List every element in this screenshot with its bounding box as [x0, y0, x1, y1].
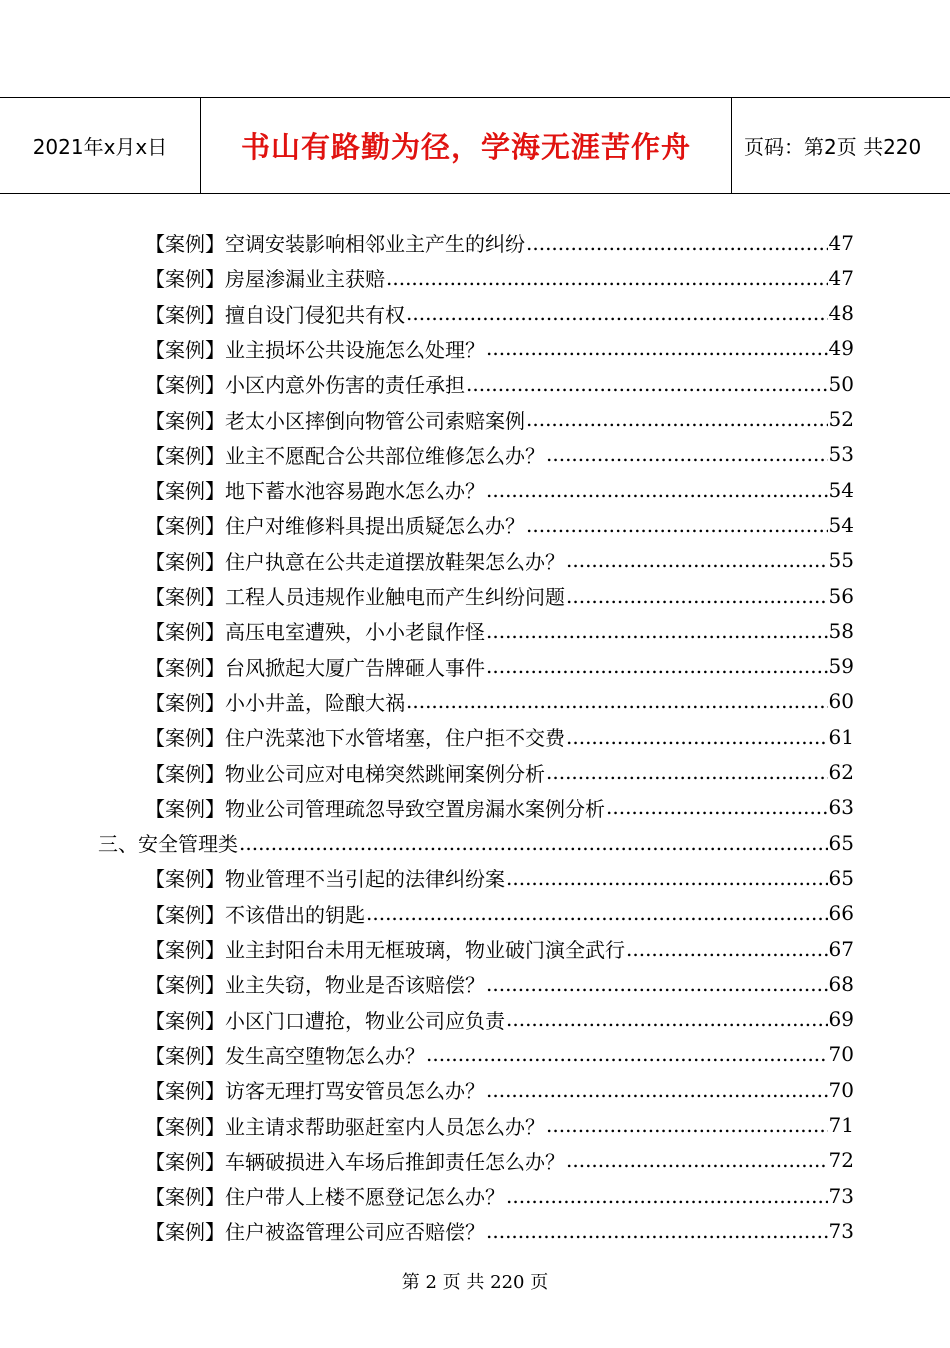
toc-case-entry[interactable]: [145, 1072, 854, 1107]
toc-entry-page-number: 49: [828, 336, 854, 361]
toc-dot-leader: [626, 937, 828, 961]
toc-entry-title: 【案例】业主请求帮助驱赶室内人员怎么办？: [145, 1114, 545, 1139]
toc-entry-title: 【案例】业主不愿配合公共部位维修怎么办？: [145, 443, 545, 468]
toc-dot-leader: [546, 442, 828, 466]
toc-dot-leader: [466, 372, 828, 396]
page-footer: 第 2 页 共 220 页: [401, 1272, 549, 1293]
toc-case-entry[interactable]: [145, 1108, 854, 1143]
toc-entry-title: 【案例】小区门口遭抢，物业公司应负责: [145, 1008, 505, 1033]
toc-dot-leader: [366, 901, 828, 925]
toc-case-entry[interactable]: [145, 684, 854, 719]
toc-entry-title: 【案例】台风掀起大厦广告牌砸人事件: [145, 655, 485, 680]
header-date: 2021年x月x日: [32, 135, 168, 159]
toc-entry-title: 【案例】小小井盖，险酿大祸: [145, 690, 405, 715]
toc-entry-page-number: 61: [828, 724, 854, 749]
toc-case-entry[interactable]: [145, 331, 854, 366]
toc-entry-page-number: 54: [828, 477, 854, 502]
toc-dot-leader: [386, 266, 828, 290]
toc-dot-leader: [486, 619, 828, 643]
toc-dot-leader: [546, 760, 828, 784]
toc-dot-leader: [506, 1184, 828, 1208]
toc-entry-page-number: 60: [828, 689, 854, 714]
toc-case-entry[interactable]: [145, 225, 854, 260]
toc-dot-leader: [239, 831, 828, 855]
toc-case-entry[interactable]: [145, 790, 854, 825]
toc-dot-leader: [426, 1042, 828, 1066]
toc-case-entry[interactable]: [145, 755, 854, 790]
toc-entry-title: 【案例】物业公司应对电梯突然跳闸案例分析: [145, 761, 545, 786]
toc-entry-page-number: 70: [828, 1077, 854, 1102]
toc-entry-page-number: 52: [828, 407, 854, 431]
toc-case-entry[interactable]: [145, 1037, 854, 1072]
toc-entry-page-number: 69: [828, 1007, 854, 1032]
toc-dot-leader: [526, 513, 828, 537]
toc-dot-leader: [486, 1219, 828, 1243]
toc-dot-leader: [566, 1148, 828, 1172]
toc-entry-title: 【案例】房屋渗漏业主获赔: [145, 267, 385, 292]
toc-entry-title: 【案例】空调安装影响相邻业主产生的纠纷: [145, 232, 525, 256]
toc-case-entry[interactable]: [145, 613, 854, 648]
toc-dot-leader: [566, 725, 828, 749]
toc-case-entry[interactable]: [145, 896, 854, 931]
toc-case-entry[interactable]: [145, 860, 854, 895]
toc-dot-leader: [486, 1078, 828, 1102]
toc-dot-leader: [546, 1113, 828, 1137]
toc-dot-leader: [526, 231, 828, 255]
toc-entry-page-number: 47: [828, 230, 854, 255]
toc-case-entry[interactable]: [145, 931, 854, 966]
toc-entry-page-number: 68: [828, 971, 854, 996]
toc-entry-page-number: 73: [828, 1218, 854, 1243]
toc-entry-page-number: 54: [828, 512, 854, 537]
toc-entry-title: 【案例】业主封阳台未用无框玻璃，物业破门演全武行: [145, 938, 625, 962]
toc-case-entry[interactable]: [145, 966, 854, 1001]
toc-entry-title: 【案例】业主失窃，物业是否该赔偿？: [145, 973, 485, 998]
toc-case-entry[interactable]: [145, 649, 854, 684]
toc-entry-page-number: 50: [828, 371, 854, 396]
toc-entry-title: 【案例】住户洗菜池下水管堵塞，住户拒不交费: [145, 726, 565, 751]
toc-entry-page-number: 56: [828, 583, 854, 608]
toc-case-entry[interactable]: [145, 543, 854, 578]
toc-entry-page-number: 59: [828, 654, 854, 679]
toc-entry-page-number: 67: [828, 936, 854, 961]
toc-case-entry[interactable]: [145, 1178, 854, 1213]
toc-entry-title: 【案例】老太小区摔倒向物管公司索赔案例: [145, 408, 525, 433]
toc-case-entry[interactable]: [145, 1002, 854, 1037]
toc-entry-page-number: 63: [828, 795, 854, 820]
toc-entry-page-number: 71: [828, 1113, 854, 1137]
toc-entry-title: 三、安全管理类: [98, 832, 238, 857]
toc-entry-title: 【案例】业主损坏公共设施怎么处理？: [145, 337, 485, 362]
toc-dot-leader: [506, 866, 828, 890]
toc-entry-title: 【案例】物业管理不当引起的法律纠纷案: [145, 867, 505, 892]
toc-dot-leader: [486, 972, 828, 996]
toc-entry-page-number: 72: [828, 1148, 854, 1173]
toc-dot-leader: [486, 654, 828, 678]
toc-entry-title: 【案例】发生高空堕物怎么办？: [145, 1043, 425, 1068]
toc-dot-leader: [406, 301, 828, 325]
toc-entry-title: 【案例】地下蓄水池容易跑水怎么办？: [145, 479, 485, 504]
toc-dot-leader: [486, 336, 828, 360]
toc-entry-title: 【案例】不该借出的钥匙: [145, 902, 365, 927]
toc-case-entry[interactable]: [145, 366, 854, 401]
toc-dot-leader: [506, 1007, 828, 1031]
header-motto: 书山有路勤为径，学海无涯苦作舟: [200, 98, 732, 193]
page-header: [0, 97, 950, 194]
toc-dot-leader: [486, 478, 828, 502]
toc-entry-title: 【案例】车辆破损进入车场后推卸责任怎么办？: [145, 1149, 565, 1174]
toc-entry-title: 【案例】小区内意外伤害的责任承担: [145, 373, 465, 398]
toc-entry-title: 【案例】住户带人上楼不愿登记怎么办？: [145, 1185, 505, 1210]
toc-case-entry[interactable]: [145, 472, 854, 507]
toc-entry-page-number: 65: [828, 830, 854, 855]
toc-entry-page-number: 55: [828, 548, 854, 573]
toc-entry-page-number: 70: [828, 1042, 854, 1067]
toc-entry-title: 【案例】高压电室遭殃，小小老鼠作怪: [145, 620, 485, 645]
toc-entry-page-number: 53: [828, 442, 854, 467]
toc-case-entry[interactable]: [145, 1213, 854, 1248]
toc-entry-page-number: 62: [828, 760, 854, 784]
toc-entry-title: 【案例】住户执意在公共走道摆放鞋架怎么办？: [145, 549, 565, 574]
toc-entry-page-number: 65: [828, 865, 854, 890]
toc-dot-leader: [566, 584, 828, 608]
toc-entry-page-number: 73: [828, 1183, 854, 1208]
toc-entry-title: 【案例】住户被盗管理公司应否赔偿？: [145, 1220, 485, 1245]
toc-section-entry[interactable]: [98, 825, 854, 860]
toc-dot-leader: [526, 407, 828, 431]
toc-entry-title: 【案例】擅自设门侵犯共有权: [145, 302, 405, 327]
toc-entry-page-number: 66: [828, 901, 854, 926]
toc-entry-page-number: 48: [828, 301, 854, 326]
toc-case-entry[interactable]: [145, 437, 854, 472]
toc-case-entry[interactable]: [145, 507, 854, 542]
toc-entry-title: 【案例】物业公司管理疏忽导致空置房漏水案例分析: [145, 796, 605, 821]
toc-case-entry[interactable]: [145, 296, 854, 331]
toc-dot-leader: [566, 548, 828, 572]
toc-entry-title: 【案例】工程人员违规作业触电而产生纠纷问题: [145, 585, 565, 609]
toc-case-entry[interactable]: [145, 402, 854, 437]
toc-entry-title: 【案例】访客无理打骂安管员怎么办？: [145, 1079, 485, 1104]
toc-dot-leader: [406, 689, 828, 713]
toc-dot-leader: [606, 795, 828, 819]
toc-entry-title: 【案例】住户对维修料具提出质疑怎么办？: [145, 514, 525, 539]
toc-entry-page-number: 47: [828, 265, 854, 290]
toc-case-entry[interactable]: [145, 260, 854, 295]
header-page-info: 页码：第2页 共220: [744, 135, 922, 159]
toc-case-entry[interactable]: [145, 578, 854, 613]
toc-case-entry[interactable]: [145, 1143, 854, 1178]
toc-entry-page-number: 58: [828, 618, 854, 643]
toc-case-entry[interactable]: [145, 719, 854, 754]
